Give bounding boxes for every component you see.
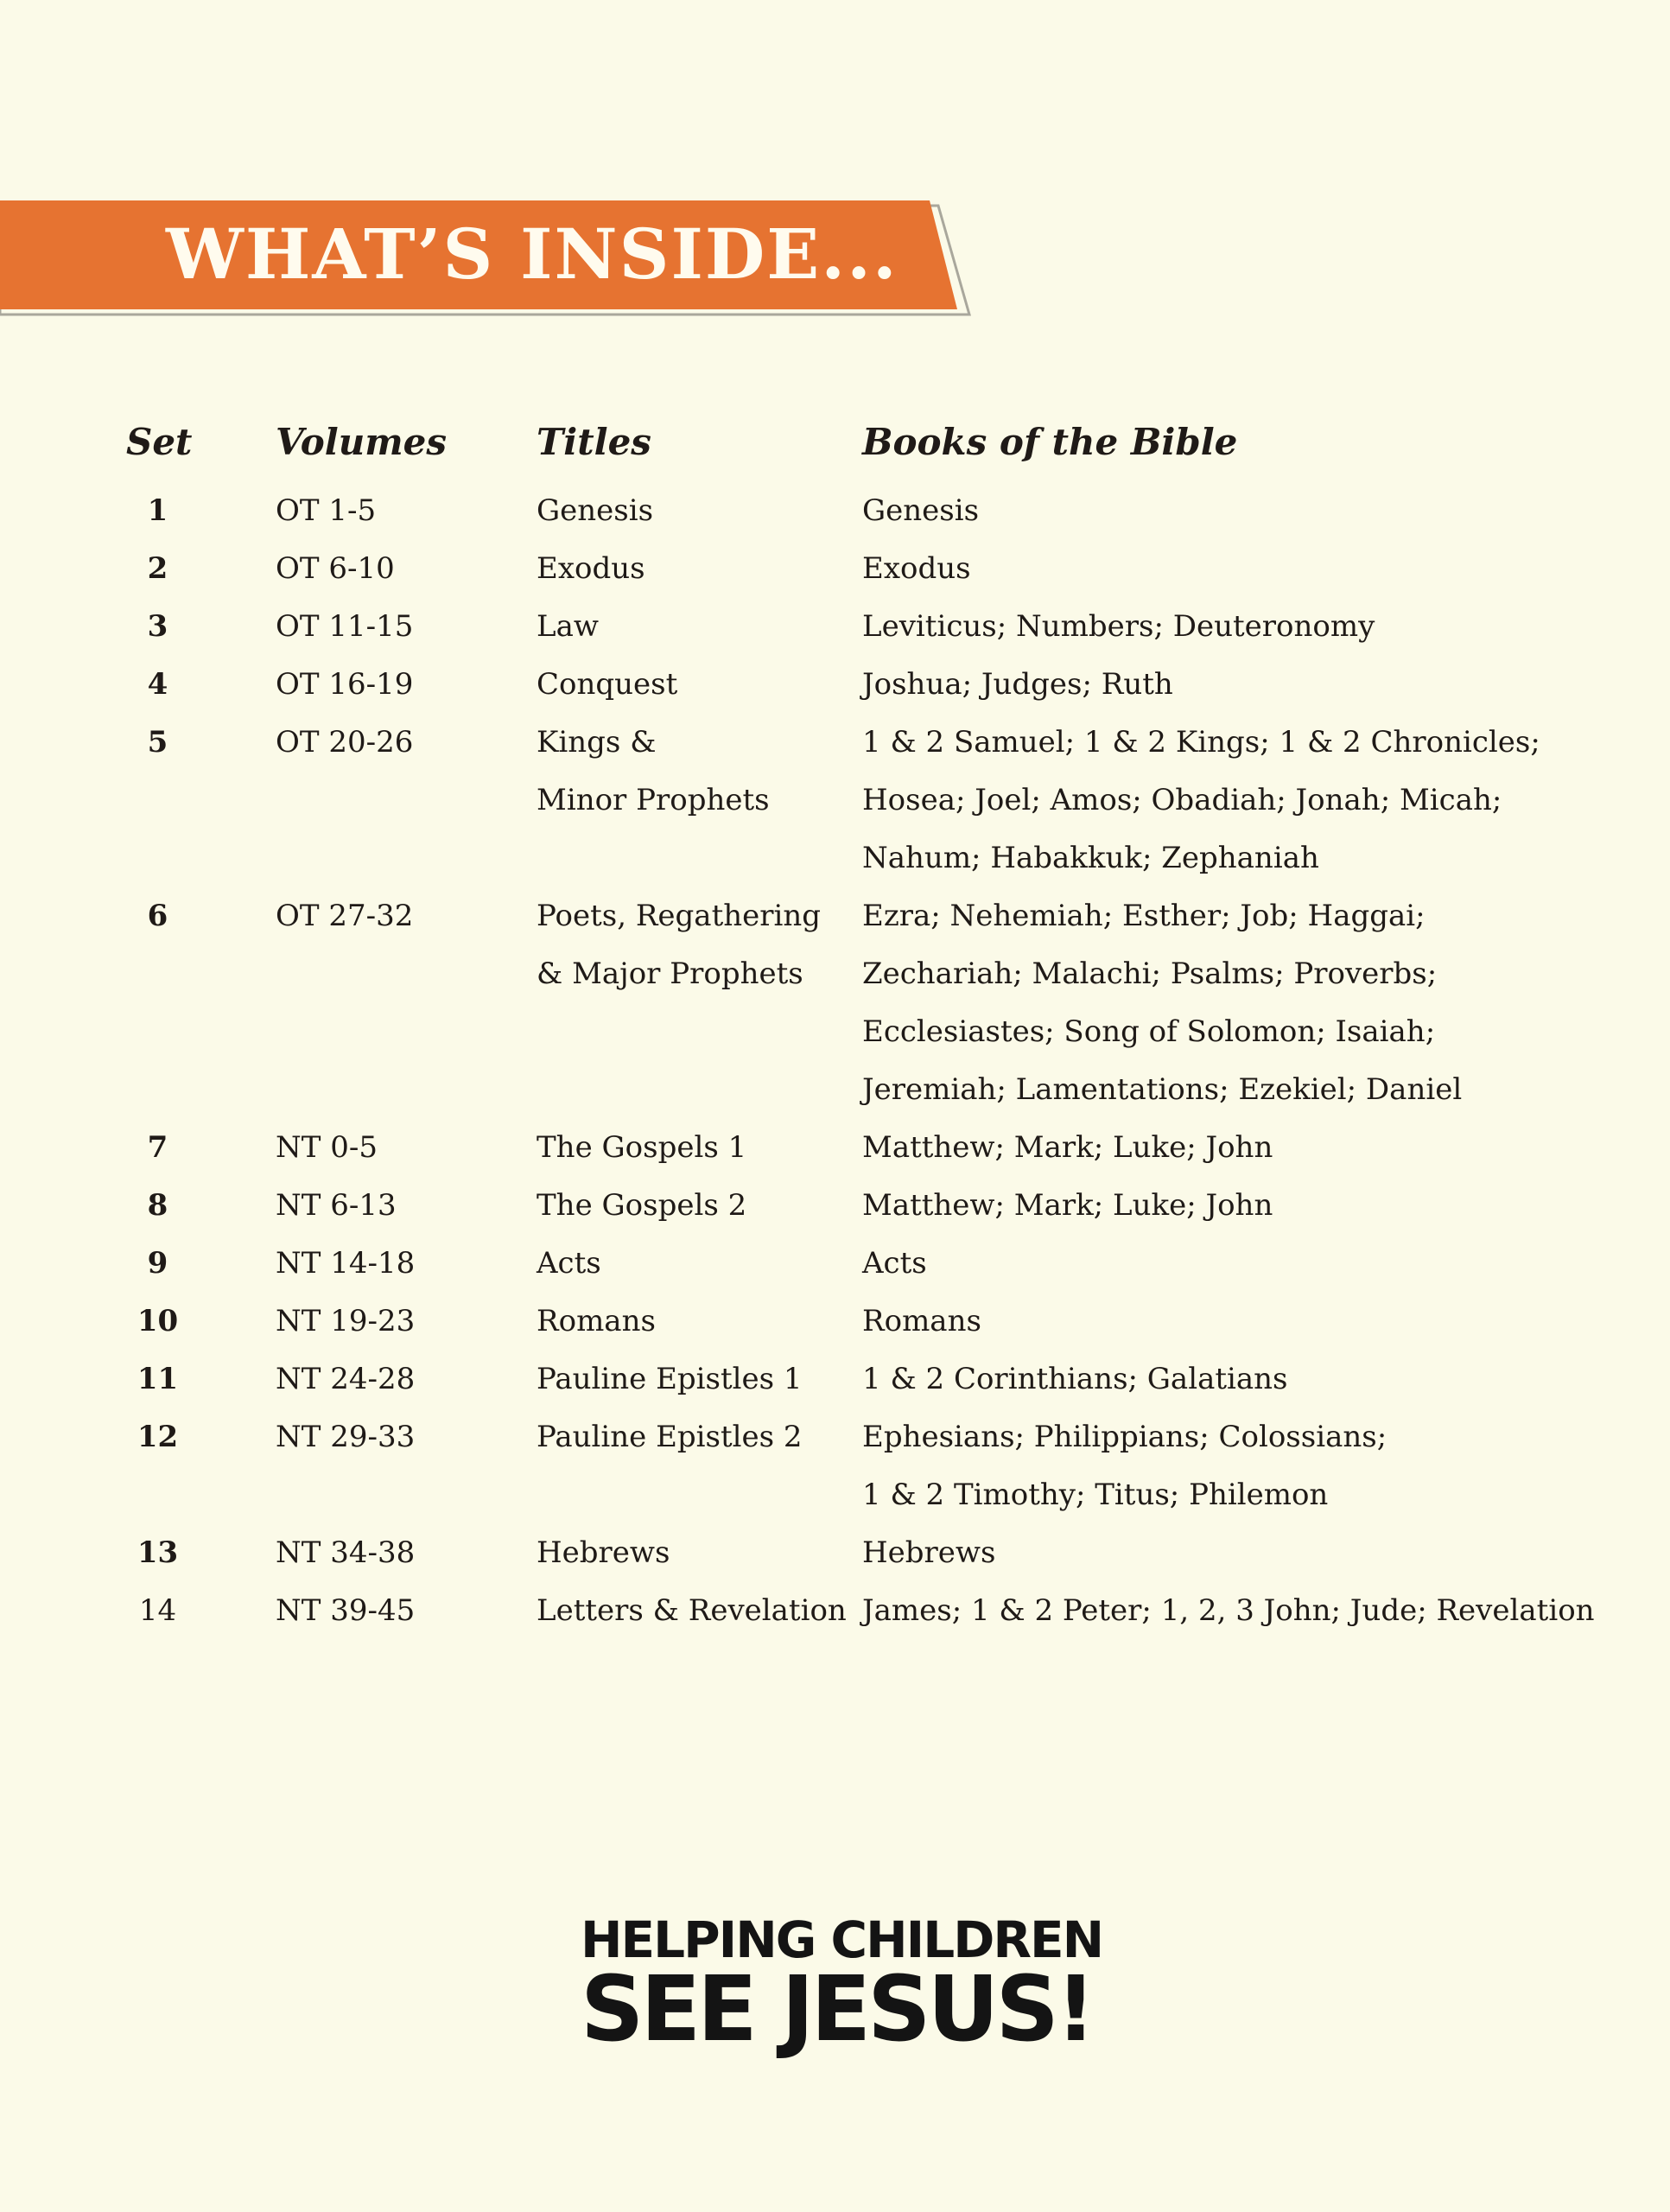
books-list: Hebrews [862,1535,996,1570]
books-list: 1 & 2 Corinthians; Galatians [862,1362,1288,1396]
volume-range: NT 24-28 [276,1362,416,1396]
books-list: James; 1 & 2 Peter; 1, 2, 3 John; Jude; Revelation [862,1593,1595,1628]
books-list: Matthew; Mark; Luke; John [862,1130,1273,1165]
set-title: Exodus [537,551,645,586]
set-number: 12 [137,1420,179,1454]
books-list: Romans [862,1304,981,1338]
volume-range: OT 27-32 [276,899,414,933]
brand-logo [581,1910,1103,2062]
table-row [0,540,1670,598]
books-list: Jeremiah; Lamentations; Ezekiel; Daniel [862,1072,1463,1107]
books-list: Acts [862,1246,927,1281]
contents-table [0,413,1670,1640]
set-number: 3 [147,609,168,644]
header-books: Books of the Bible [862,421,1238,463]
books-list: Genesis [862,493,980,528]
table-row [0,1293,1670,1351]
volume-range: NT 14-18 [276,1246,416,1281]
set-title: Letters & Revelation [537,1593,847,1628]
table-row [0,1351,1670,1408]
set-title: Romans [537,1304,656,1338]
volume-range: OT 16-19 [276,667,414,702]
volume-range: NT 34-38 [276,1535,416,1570]
set-number: 6 [147,899,168,933]
books-list: 1 & 2 Samuel; 1 & 2 Kings; 1 & 2 Chronicles; [862,725,1540,760]
volume-range: NT 39-45 [276,1593,416,1628]
books-list: Exodus [862,551,971,586]
set-number: 13 [137,1535,179,1570]
set-number: 14 [138,1593,177,1628]
header-volumes: Volumes [276,421,448,463]
books-list: Ecclesiastes; Song of Solomon; Isaiah; [862,1014,1436,1049]
set-number: 5 [147,725,168,760]
set-title: Conquest [537,667,678,702]
table-row [0,1119,1670,1177]
table-row [0,1061,1670,1119]
table-row [0,887,1670,945]
books-list: Hosea; Joel; Amos; Obadiah; Jonah; Micah; [862,783,1502,817]
logo-line-2: SEE JESUS! [581,1956,1093,2062]
table-row [0,945,1670,1003]
set-number: 2 [147,551,168,586]
set-number: 10 [137,1304,179,1338]
header-titles: Titles [537,421,651,463]
books-list: Joshua; Judges; Ruth [862,667,1173,702]
table-row [0,482,1670,540]
set-title: Pauline Epistles 1 [537,1362,803,1396]
table-row [0,1408,1670,1466]
set-number: 7 [147,1130,168,1165]
page-title: WHAT’S INSIDE... [166,213,898,295]
volume-range: NT 29-33 [276,1420,416,1454]
set-number: 8 [147,1188,168,1223]
set-title: The Gospels 1 [537,1130,747,1165]
header-set: Set [126,421,193,463]
set-title: The Gospels 2 [537,1188,747,1223]
table-row [0,598,1670,656]
table-row [0,1003,1670,1061]
books-list: Matthew; Mark; Luke; John [862,1188,1273,1223]
set-number: 11 [137,1362,179,1396]
volume-range: OT 20-26 [276,725,414,760]
set-title: Genesis [537,493,654,528]
set-title: Acts [537,1246,601,1281]
volume-range: NT 0-5 [276,1130,378,1165]
table-row [0,1466,1670,1524]
logo-line-1: HELPING CHILDREN [581,1910,1103,1969]
table-row [0,1582,1670,1640]
volume-range: OT 11-15 [276,609,414,644]
section-banner [0,200,985,321]
set-title: Kings & [537,725,657,760]
set-title: & Major Prophets [537,957,803,991]
volume-range: NT 19-23 [276,1304,416,1338]
set-title: Law [537,609,599,644]
books-list: Ezra; Nehemiah; Esther; Job; Haggai; [862,899,1426,933]
books-list: 1 & 2 Timothy; Titus; Philemon [862,1478,1329,1512]
table-row [0,714,1670,772]
set-title: Minor Prophets [537,783,770,817]
set-number: 1 [147,493,168,528]
books-list: Nahum; Habakkuk; Zephaniah [862,841,1319,875]
table-row [0,656,1670,714]
table-row [0,1524,1670,1582]
table-row [0,830,1670,887]
volume-range: OT 6-10 [276,551,395,586]
volume-range: OT 1-5 [276,493,377,528]
set-title: Hebrews [537,1535,670,1570]
table-header [0,413,1670,482]
table-row [0,1177,1670,1235]
set-number: 4 [147,667,168,702]
set-number: 9 [147,1246,168,1281]
table-row [0,772,1670,830]
table-row [0,1235,1670,1293]
set-title: Poets, Regathering [537,899,822,933]
books-list: Ephesians; Philippians; Colossians; [862,1420,1387,1454]
books-list: Leviticus; Numbers; Deuteronomy [862,609,1375,644]
set-title: Pauline Epistles 2 [537,1420,803,1454]
books-list: Zechariah; Malachi; Psalms; Proverbs; [862,957,1438,991]
volume-range: NT 6-13 [276,1188,397,1223]
